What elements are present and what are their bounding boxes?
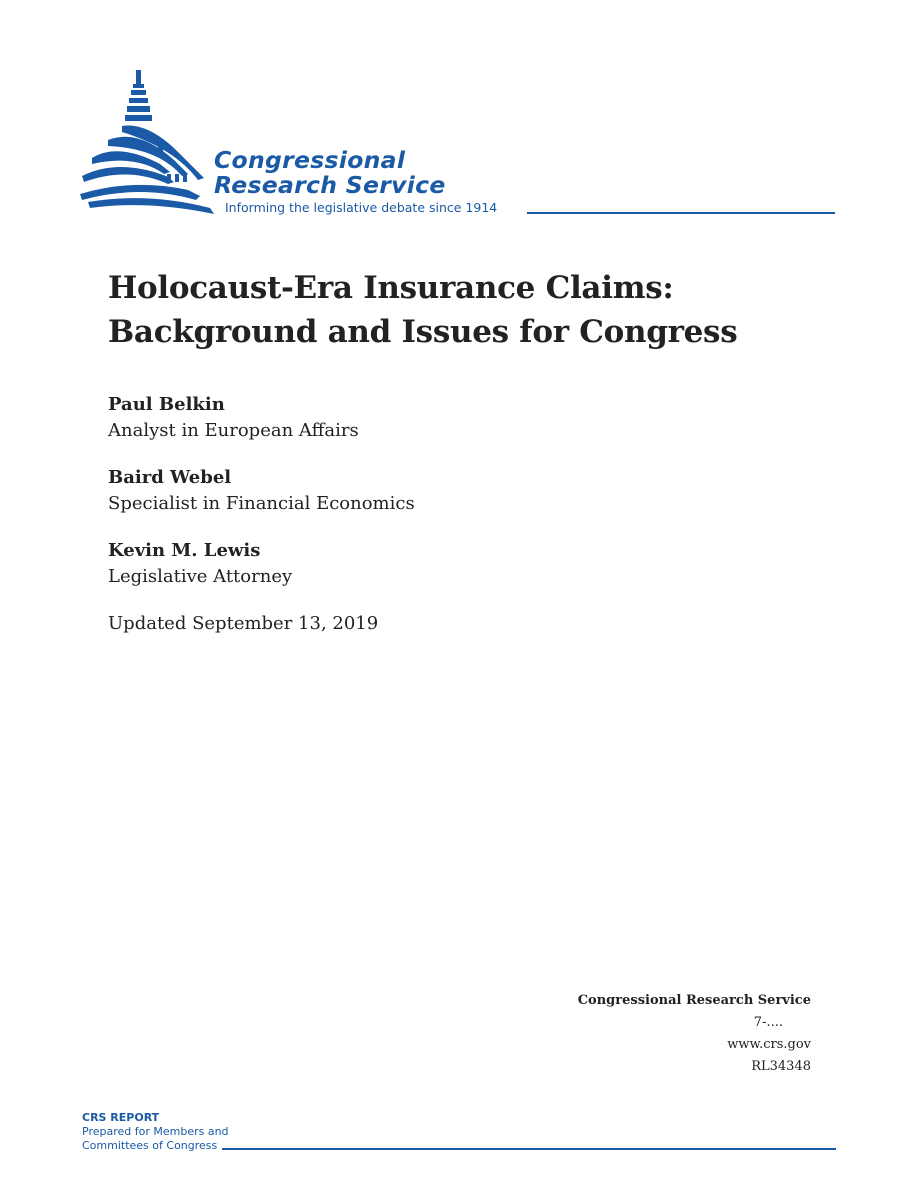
report-date: Updated September 13, 2019 <box>108 613 379 634</box>
crs-logo <box>78 62 838 222</box>
author-name: Paul Belkin <box>108 394 225 415</box>
crs-url[interactable]: www.crs.gov <box>727 1037 811 1052</box>
author-list <box>108 392 415 637</box>
footer-divider <box>222 1148 836 1150</box>
logo-name-line1: Congressional <box>214 146 406 174</box>
report-number: RL34348 <box>751 1059 811 1074</box>
author-entry <box>108 465 415 517</box>
author-name: Baird Webel <box>108 467 232 488</box>
footer-line3: Committees of Congress <box>82 1139 218 1152</box>
author-role: Specialist in Financial Economics <box>108 493 415 514</box>
crs-info-block <box>578 990 811 1078</box>
logo-tagline: Informing the legislative debate since 1914 <box>225 200 498 215</box>
author-entry <box>108 392 415 444</box>
crs-report-footer <box>82 1111 229 1153</box>
crs-org-name: Congressional Research Service <box>577 993 811 1008</box>
logo-name-line2: Research Service <box>214 171 446 199</box>
crs-code: 7-.... <box>753 1015 783 1030</box>
author-role: Analyst in European Affairs <box>108 420 359 441</box>
author-role: Legislative Attorney <box>108 566 293 587</box>
report-title: Holocaust-Era Insurance Claims: Background and Issues for Congress <box>108 270 738 350</box>
logo-divider <box>527 212 835 214</box>
author-entry <box>108 538 415 590</box>
author-name: Kevin M. Lewis <box>108 540 261 561</box>
capitol-dome-icon <box>78 62 218 222</box>
footer-line2: Prepared for Members and <box>82 1125 229 1138</box>
footer-label: CRS REPORT <box>82 1111 160 1124</box>
